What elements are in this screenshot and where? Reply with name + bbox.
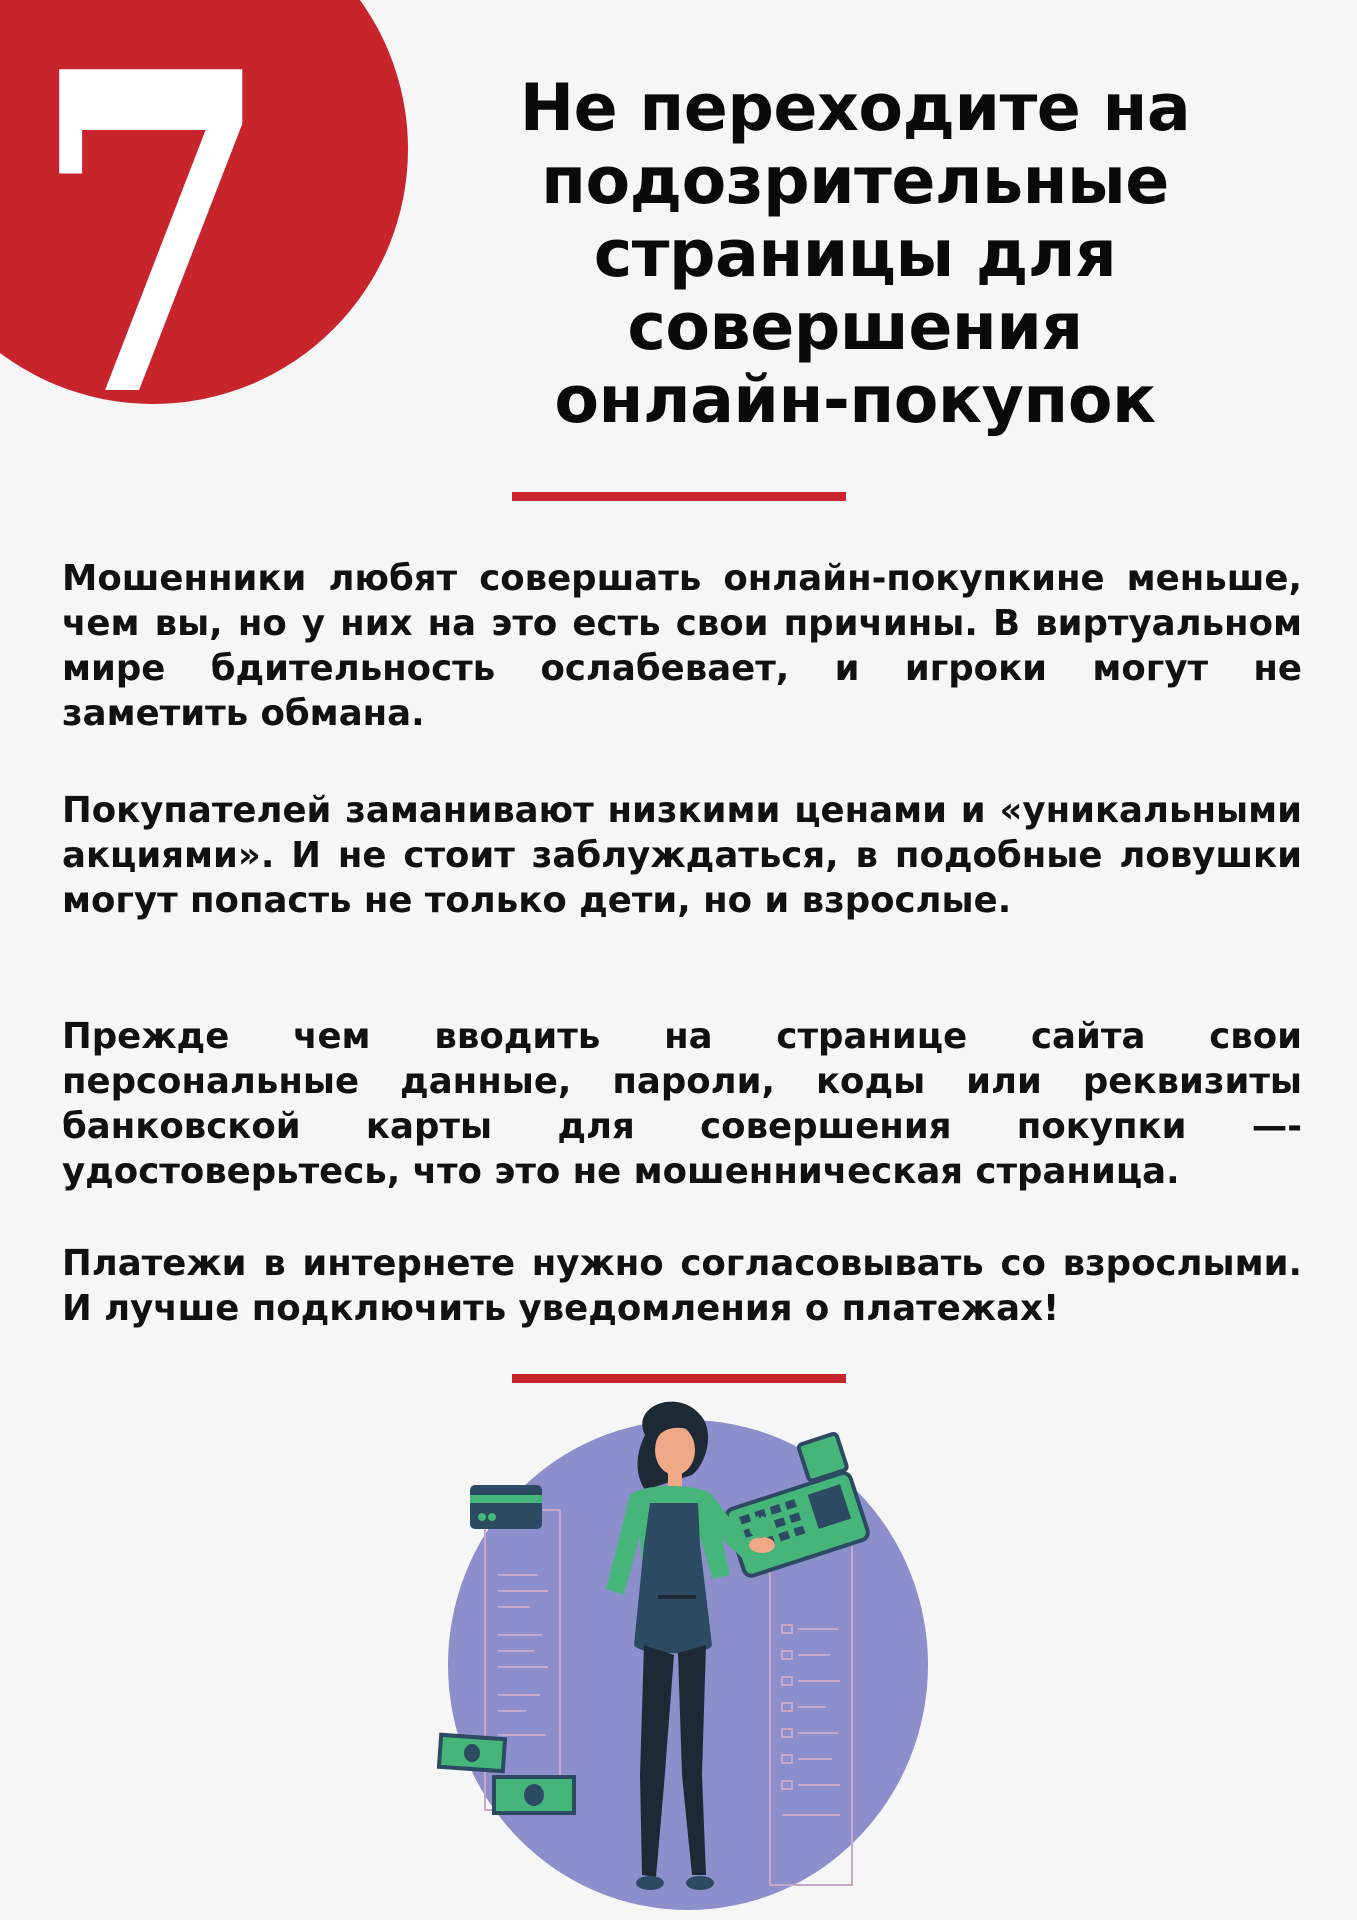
bank-card-icon [470,1485,542,1529]
paragraph-3: Прежде чем вводить на странице сайта свои персональные данные, пароли, коды или реквизиты банковской карты для совершения покупки —- удостоверьтесь, что это не мошенническая страница. [62,1016,1302,1192]
paragraph-4: Платежи в интернете нужно согласовывать со взрослыми. И лучше подключить уведомления о платежах! [62,1243,1302,1329]
paragraph-2: Покупателей заманивают низкими ценами и «уникальными акциями». И не стоит заблуждаться, в подобные ловушки могут попасть не только дети, но и взрослые. [62,790,1302,921]
paragraph-1: Мошенники любят совершать онлайн-покупкине меньше, чем вы, но у них на это есть свои причины. В виртуальном мире бдительность ослабевает, и игроки могут не заметить обмана. [62,558,1302,734]
shopping-illustration [430,1395,950,1920]
page-title: Не переходите на подозрительные страницы для совершения онлайн-покупок [519,71,1191,438]
title-divider [512,492,846,501]
step-number: 7 [32,0,271,494]
bottom-divider [512,1374,846,1383]
